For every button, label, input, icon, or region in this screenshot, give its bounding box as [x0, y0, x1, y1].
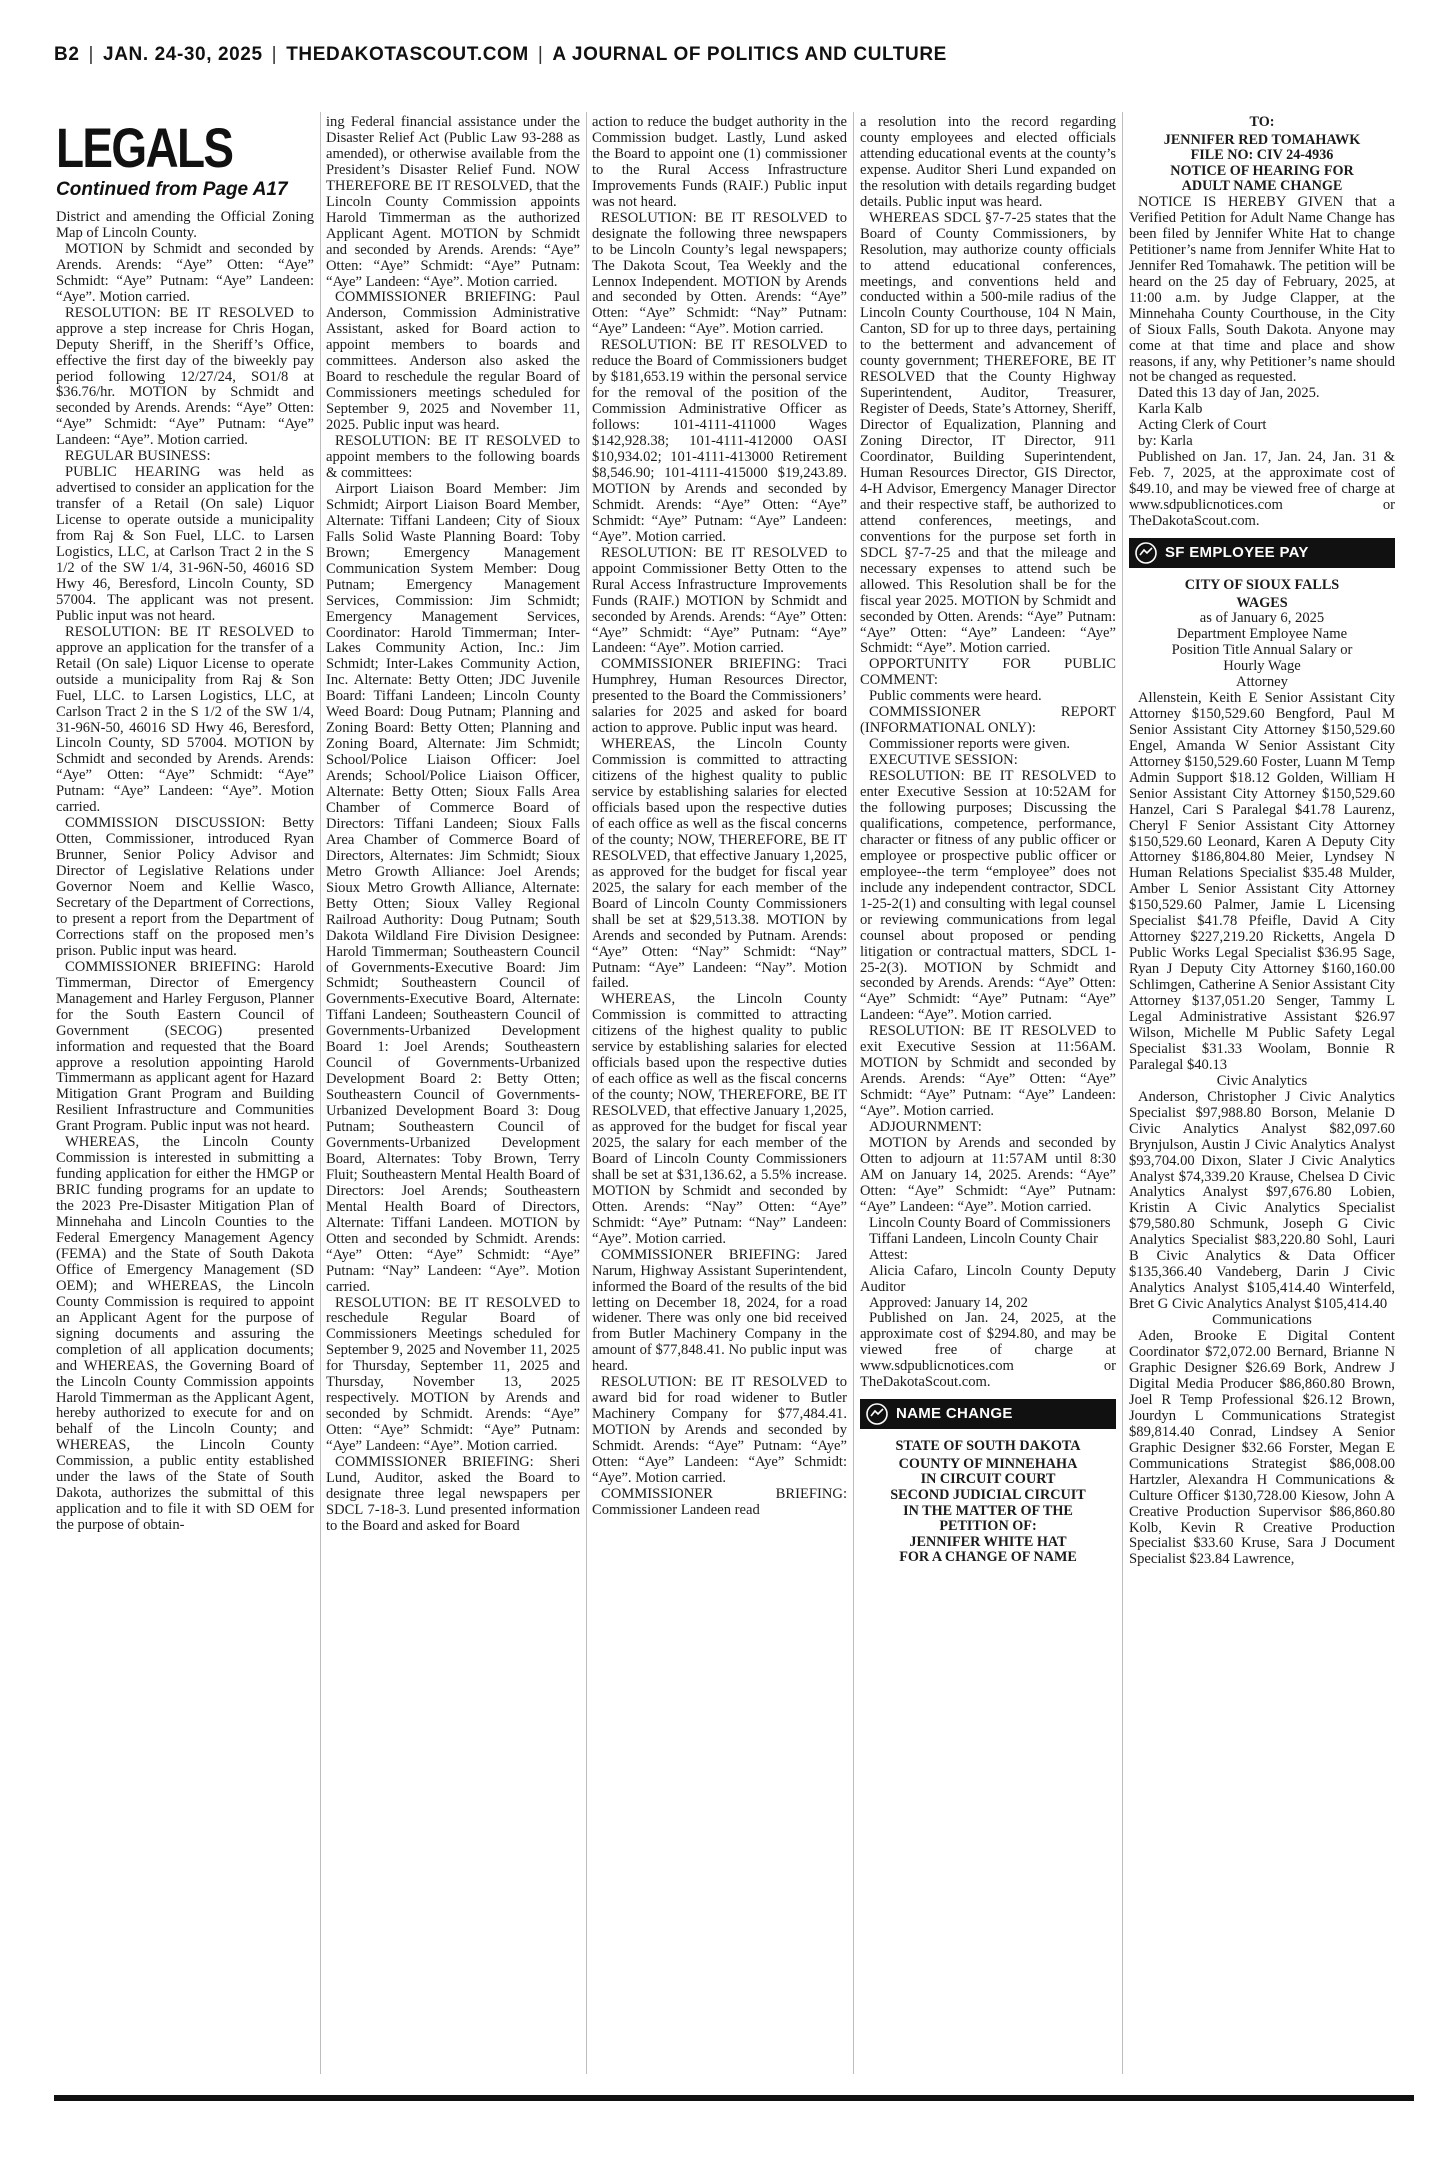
- banner-label: NAME CHANGE: [896, 1405, 1013, 1423]
- legal-paragraph: RESOLUTION: BE IT RESOLVED to approve an application for the transfer of a Retail (On sale) Liquor License to operate outside a municipality from Raj & Son Fuel, LLC. to Larsen Logistics, LLC, at Carlson Tract 2 in the S 1/2 of the SW 1/4, 31-96N-50, 46016 SD Hwy 46, Beresford, Lincoln County, SD 57004. MOTION by Schmidt and seconded by Arends. Arends: “Aye” Otten: “Aye” Schmidt: “Aye” Putnam: “Aye” Landeen: “Aye”. Motion carried.: [56, 623, 314, 816]
- notice-heading: SECOND JUDICIAL CIRCUIT: [890, 1487, 1086, 1504]
- legal-paragraph: COMMISSIONER REPORT (INFORMATIONAL ONLY):: [860, 704, 1116, 737]
- wage-list: Allenstein, Keith E Senior Assistant City Attorney $150,529.60 Bengford, Paul M Senior Assistant City Attorney $150,529.60 Engel, Amanda W Senior Assistant City Attorney $150,529.60 Foster, Luann M Temp Admin Support $18.12 Golden, William H Senior Assistant City Attorney $150,529.60 Hanzel, Cari S Paralegal $41.78 Laurenz, Cheryl F Senior Assistant City Attorney $150,529.60 Leonard, Karen A Deputy City Attorney $186,804.80 Meier, Lyndsey N Human Relations Specialist $35.48 Mulder, Amber L Senior Assistant City Attorney $150,529.60 Palmer, Jamie L Licensing Specialist $41.78 Pfeifle, David A City Attorney $227,219.20 Ricketts, Angela D Public Works Legal Specialist $36.95 Sage, Ryan J Deputy City Attorney $160,160.00 Schlimgen, Catherine A Senior Assistant City Attorney $137,051.20 Senger, Tammy L Legal Administrative Assistant $26.97 Wilson, Michelle M Public Safety Legal Specialist $31.33 Woolam, Bonnie R Paralegal $40.13: [1129, 689, 1395, 1073]
- notice-heading: FOR A CHANGE OF NAME: [899, 1549, 1077, 1566]
- employee-pay-banner: [1129, 538, 1395, 568]
- legal-paragraph: RESOLUTION: BE IT RESOLVED to award bid for road widener to Butler Machinery Company for $77,484.41. MOTION by Arends and seconded by Schmidt. Arends: “Aye” Putnam: “Aye” Otten: “Aye” Landeen: “Aye” Schmidt: “Aye”. Motion carried.: [592, 1374, 847, 1487]
- legal-paragraph: Attest:: [869, 1246, 908, 1263]
- legal-paragraph: WHEREAS, the Lincoln County Commission is committed to attracting citizens of the highest quality to public service by establishing salaries for elected officials based upon the respective duties of each office as well as the fiscal concerns of the county; NOW, THEREFORE, BE IT RESOLVED, that effective January 1,2025, as approved for the budget for fiscal year 2025, the salary for each member of the Board of Lincoln County Commissioners shall be set at $29,513.38. MOTION by Arends and seconded by Putnam. Arends: “Aye” Otten: “Nay” Schmidt: “Nay” Putnam: “Aye” Landeen: “Nay”. Motion failed.: [592, 736, 847, 992]
- legal-paragraph: RESOLUTION: BE IT RESOLVED to exit Executive Session at 11:56AM. MOTION by Schmidt and seconded by Arends. Arends: “Aye” Otten: “Aye” Schmidt: “Aye” Putnam: “Aye” Landeen: “Aye”. Motion carried.: [860, 1023, 1116, 1120]
- department-heading: Civic Analytics: [1216, 1072, 1308, 1089]
- masthead-separator: |: [271, 44, 278, 65]
- legal-paragraph: WHEREAS, the Lincoln County Commission is interested in submitting a funding application for either the HMGP or BRIC funding programs for an update to the 2023 Pre-Disaster Mitigation Plan of Minnehaha and Lincoln Counties to the Federal Emergency Management Agency (FEMA) and the State of South Dakota Office of Emergency Management (SD OEM); and WHEREAS, the Lincoln County Commission is required to appoint an Applicant Agent for the purpose of signing documents and assuring the completion of all application documents; and WHEREAS, the Governing Board of the Lincoln County Commission appoints Harold Timmerman as the Applicant Agent, hereby authorized to execute for and on behalf of the Lincoln County; and WHEREAS, the Lincoln County Commission, a public entity established under the laws of the State of South Dakota, authorizes the submittal of this application and to file it with SD OEM for the purpose of obtain-: [56, 1134, 314, 1534]
- notice-heading: TO:: [1249, 115, 1275, 130]
- legal-paragraph: Public comments were heard.: [869, 688, 1042, 705]
- department-heading: Attorney: [1236, 673, 1288, 690]
- banner-label: SF EMPLOYEE PAY: [1165, 544, 1309, 561]
- legal-paragraph: OPPORTUNITY FOR PUBLIC COMMENT:: [860, 656, 1116, 689]
- notice-heading: WAGES: [1236, 594, 1288, 611]
- page-bottom-rule: [54, 2095, 1414, 2101]
- legal-paragraph: EXECUTIVE SESSION:: [869, 752, 1018, 769]
- column-divider: [853, 112, 854, 2074]
- legal-paragraph: NOTICE IS HEREBY GIVEN that a Verified Petition for Adult Name Change has been filed by Jennifer White Hat to change Petitioner’s name from Jennifer White Hat to Jennifer Red Tomahawk. The petition will be heard on the 25 day of February, 2025, at 11:00 a.m. by Judge Clapper, at the Minnehaha County Courthouse, in the City of Sioux Falls, South Dakota. Anyone may come at that time and place and show reasons, if any, why Petitioner’s name should not be changed as requested.: [1129, 193, 1395, 386]
- page-number: B2: [54, 44, 80, 65]
- column-divider: [1122, 112, 1123, 2074]
- legal-paragraph: RESOLUTION: BE IT RESOLVED to appoint Commissioner Betty Otten to the Rural Access Infrastructure Improvements Funds (RAIF.) MOTION by Schmidt and seconded by Arends. Arends: “Aye” Otten: “Aye” Schmidt: “Aye” Putnam: “Aye” Landeen: “Aye”. Motion carried.: [592, 544, 847, 657]
- notice-heading: JENNIFER WHITE HAT: [909, 1533, 1067, 1550]
- notice-heading: JENNIFER RED TOMAHAWK: [1163, 131, 1361, 148]
- legal-paragraph: COMMISSIONER BRIEFING: Traci Humphrey, Human Resources Director, presented to the Board the Commissioners’ salaries for 2025 and asked for board action to approve. Public input was heard.: [592, 656, 847, 737]
- notice-heading: FILE NO: CIV 24-4936: [1190, 147, 1334, 164]
- table-caption: Hourly Wage: [1223, 658, 1301, 675]
- continued-note: Continued from Page A17: [56, 179, 288, 200]
- notice-heading: IN THE MATTER OF THE: [903, 1502, 1073, 1519]
- legal-paragraph: Published on Jan. 17, Jan. 24, Jan. 31 & Feb. 7, 2025, at the approximate cost of $49.10, and may be viewed free of charge at www.sdpublicnotices.com or TheDakotaScout.com.: [1129, 449, 1395, 530]
- legal-paragraph: COMMISSIONER BRIEFING: Sheri Lund, Auditor, asked the Board to designate three legal newspapers per SDCL 7-18-3. Lund presented information to the Board and asked for Board: [326, 1454, 580, 1534]
- notice-heading: STATE OF SOUTH DAKOTA: [895, 1438, 1081, 1455]
- legal-paragraph: MOTION by Arends and seconded by Otten to adjourn at 11:57AM until 8:30 AM on January 14, 2025. Arends: “Aye” Otten: “Aye” Schmidt: “Aye” Putnam: “Aye” Landeen: “Aye”. Motion carried.: [860, 1135, 1116, 1215]
- notice-heading: ADULT NAME CHANGE: [1181, 178, 1343, 195]
- table-caption: Position Title Annual Salary or: [1171, 642, 1353, 659]
- column-5: [1129, 115, 1395, 2070]
- legal-paragraph: MOTION by Schmidt and seconded by Arends. Arends: “Aye” Otten: “Aye” Schmidt: “Aye” Putnam: “Aye” Landeen: “Aye”. Motion carried.: [56, 240, 314, 305]
- legal-paragraph: Dated this 13 day of Jan, 2025.: [1138, 385, 1320, 402]
- notice-heading: NOTICE OF HEARING FOR: [1170, 162, 1354, 179]
- legal-paragraph: Lincoln County Board of Commissioners: [869, 1214, 1111, 1231]
- legal-paragraph: Tiffani Landeen, Lincoln County Chair: [869, 1230, 1099, 1247]
- legal-paragraph: COMMISSIONER BRIEFING: Harold Timmerman, Director of Emergency Management and Harley Ferguson, Planner for the South Eastern Council of Government (SECOG) presented information and requested that the Board approve a resolution appointing Harold Timmermann as applicant agent for Hazard Mitigation Grant Program and Building Resilient Infrastructure and Communities Grant Program. Public input was not heard.: [56, 958, 314, 1135]
- column-divider: [586, 112, 587, 2074]
- table-caption: as of January 6, 2025: [1199, 610, 1325, 627]
- legal-paragraph: action to reduce the budget authority in the Commission budget. Lastly, Lund asked the Board to appoint one (1) commissioner to the Rural Access Infrastructure Improvements Funds (RAIF.) Public input was not heard.: [592, 115, 847, 210]
- notice-heading: COUNTY OF MINNEHAHA: [898, 1455, 1078, 1472]
- legal-paragraph: RESOLUTION: BE IT RESOLVED to reduce the Board of Commissioners budget by $181,653.19 within the personal service for the removal of the position of the Commission Administrative Officer as follows: 101-4111-411000 Wages $142,928.38; 101-4111-412000 OASI $10,934.02; 101-4111-413000 Retirement $8,546.90; 101-4111-415000 $19,243.89. MOTION by Arends and seconded by Schmidt. Arends: “Aye” Otten: “Aye” Schmidt: “Aye” Putnam: “Aye” Landeen: “Aye”. Motion carried.: [592, 337, 847, 545]
- masthead-separator: |: [88, 44, 95, 65]
- column-divider: [320, 112, 321, 2074]
- column-1: [56, 210, 314, 2070]
- column-2: [326, 115, 580, 2070]
- site-name: THEDAKOTASCOUT.COM: [286, 44, 529, 65]
- masthead-separator: |: [537, 44, 544, 65]
- legal-paragraph: RESOLUTION: BE IT RESOLVED to appoint members to the following boards & committees:: [326, 433, 580, 481]
- column-4: [860, 115, 1116, 2070]
- column-3: [592, 115, 847, 2070]
- legal-paragraph: COMMISSIONER BRIEFING: Commissioner Landeen read: [592, 1485, 847, 1518]
- legal-paragraph: COMMISSIONER BRIEFING: Paul Anderson, Commission Administrative Assistant, asked for Board action to appoint members to boards and committees. Anderson also asked the Board to reschedule the regular Board of Commissioners meetings scheduled for September 9, 2025 and November 11, 2025. Public input was heard.: [326, 289, 580, 434]
- notice-heading: IN CIRCUIT COURT: [920, 1471, 1056, 1488]
- notice-heading: CITY OF SIOUX FALLS: [1184, 576, 1340, 593]
- legal-paragraph: Airport Liaison Board Member: Jim Schmidt; Airport Liaison Board Member, Alternate: Tiffani Landeen; City of Sioux Falls Solid Waste Planning Board: Toby Brown; Emergency Management Communication System Member: Doug Putnam; Emergency Management Services, Commission: Jim Schmidt; Emergency Management Services, Coordinator: Harold Timmerman; Inter-Lakes Community Action, Inc.: Jim Schmidt; Inter-Lakes Community Action, Inc. Alternate: Betty Otten; JDC Juvenile Board: Tiffani Landeen; Lincoln County Weed Board: Doug Putnam; Planning and Zoning Board: Betty Otten; Planning and Zoning Board, Alternate: Jim Schmidt; School/Police Liaison Officer: Joel Arends; School/Police Liaison Officer, Alternate: Betty Otten; Sioux Falls Area Chamber of Commerce Board of Directors: Tiffani Landeen; Sioux Falls Area Chamber of Commerce Board of Directors, Alternates: Jim Schmidt; Sioux Metro Growth Alliance: Joel Arends; Sioux Metro Growth Alliance, Alternate: Betty Otten; Sioux Valley Regional Railroad Authority: Doug Putnam; South Dakota Wildland Fire Division Designee: Harold Timmerman; Southeastern Council of Governments-Executive Board: Jim Schmidt; Southeastern Council of Governments-Executive Board, Alternate: Tiffani Landeen; Southeastern Council of Governments-Urbanized Development Board 1: Joel Arends; Southeastern Council of Governments-Urbanized Development Board 2: Betty Otten; Southeastern Council of Governments-Urbanized Development Board 3: Doug Putnam; Southeastern Council of Governments-Urbanized Development Board, Alternates: Toby Brown, Terry Fluit; Southeastern Mental Health Board of Directors: Joel Arends; Southeastern Mental Health Board of Directors, Alternate: Tiffani Landeen. MOTION by Otten and seconded by Schmidt. Arends: “Aye” Otten: “Aye” Schmidt: “Aye” Putnam: “Nay” Landeen: “Aye”. Motion carried.: [326, 480, 580, 1295]
- legal-paragraph: Karla Kalb: [1138, 401, 1203, 418]
- notice-heading: PETITION OF:: [939, 1518, 1037, 1535]
- legal-paragraph: RESOLUTION: BE IT RESOLVED to enter Executive Session at 10:52AM for the following purposes; Discussing the qualifications, competence, performance, character or fitness of any public officer or employee or prospective public officer or employee--the term “employee” does not include any independent contractor, SDCL 1-25-2(1) and consulting with legal counsel or reviewing communications from legal counsel about proposed or pending litigation or contractual matters, SDCL 1-25-2(3). MOTION by Schmidt and seconded by Arends. Arends: “Aye” Otten: “Aye” Schmidt: “Aye” Putnam: “Aye” Landeen: “Aye”. Motion carried.: [860, 768, 1116, 1024]
- tagline: A JOURNAL OF POLITICS AND CULTURE: [552, 44, 947, 65]
- legal-paragraph: WHEREAS, the Lincoln County Commission is committed to attracting citizens of the highest quality to public service by establishing salaries for elected officials based upon the respective duties of each office as well as the fiscal concerns of the county; NOW, THEREFORE, BE IT RESOLVED, that effective January 1,2025, as approved for the budget for fiscal year 2025, the salary for each member of the Board of Lincoln County Commissioners shall be set at $31,136.62, a 5.5% increase. MOTION by Schmidt and seconded by Otten. Arends: “Nay” Otten: “Aye” Schmidt: “Aye” Putnam: “Nay” Landeen: “Aye”. Motion carried.: [592, 991, 847, 1247]
- legal-paragraph: WHEREAS SDCL §7-7-25 states that the Board of County Commissioners, by Resolution, may authorize county officials to attend educational conferences, meetings, and conventions held and conducted within a 500-mile radius of the Lincoln County Courthouse, 104 N Main, Canton, SD for up to three days, pertaining to the betterment and advancement of county government; THEREFORE, BE IT RESOLVED that the County Highway Superintendent, Auditor, Treasurer, Register of Deeds, State’s Attorney, Sheriff, Director of Equalization, Planning and Zoning Director, IT Director, 911 Coordinator, Building Superintendent, Human Resources Director, GIS Director, 4-H Advisor, Emergency Manager Director and their respective staff, be authorized to attend conferences, meetings, and conventions for the purpose set forth in SDCL §7-7-25 and that the mileage and necessary expenses to attend such be allowed. This Resolution shall be for the fiscal year 2025. MOTION by Schmidt and seconded by Otten. Arends: “Aye” Putnam: “Aye” Otten: “Aye” Landeen: “Aye” Schmidt: “Aye”. Motion carried.: [860, 209, 1116, 657]
- department-heading: Communications: [1212, 1312, 1312, 1329]
- legal-paragraph: Published on Jan. 24, 2025, at the approximate cost of $294.80, and may be viewed free of charge at www.sdpublicnotices.com or TheDakotaScout.com.: [860, 1310, 1116, 1391]
- dakota-scout-logo-icon: [865, 1402, 889, 1426]
- legal-paragraph: COMMISSIONER BRIEFING: Jared Narum, Highway Assistant Superintendent, informed the Board of the results of the bid letting on December 18, 2024, for a road widener. There was only one bid received from Butler Machinery Company in the amount of $77,848.41. No public input was heard.: [592, 1246, 847, 1375]
- legal-paragraph: COMMISSION DISCUSSION: Betty Otten, Commissioner, introduced Ryan Brunner, Senior Policy Advisor and Director of Legislative Relations under Governor Noem and Kellie Wasco, Secretary of the Department of Corrections, to present a report from the Department of Corrections staff on the proposed men’s prison. Public input was heard.: [56, 815, 314, 959]
- legal-paragraph: ing Federal financial assistance under the Disaster Relief Act (Public Law 93-288 as amended), or otherwise available from the President’s Disaster Relief Fund. NOW THEREFORE BE IT RESOLVED, that the Lincoln County Commission appoints Harold Timmerman as the authorized Applicant Agent. MOTION by Schmidt and seconded by Arends. Arends: “Aye” Otten: “Aye” Schmidt: “Aye” Putnam: “Aye” Landeen: “Aye”. Motion carried.: [326, 115, 580, 290]
- section-header: [56, 118, 316, 210]
- legal-paragraph: a resolution into the record regarding county employees and elected officials attending educational events at the county’s expense. Auditor Sheri Lund expanded on the resolution with details regarding budget details. Public input was heard.: [860, 115, 1116, 210]
- legal-paragraph: Approved: January 14, 202: [869, 1294, 1028, 1311]
- legal-paragraph: REGULAR BUSINESS:: [65, 448, 211, 465]
- legal-paragraph: by: Karla: [1138, 433, 1193, 450]
- wage-list: Anderson, Christopher J Civic Analytics Specialist $97,988.80 Borson, Melanie D Civic Analytics Analyst $82,097.60 Brynjulson, Austin J Civic Analytics Analyst $93,704.00 Dixon, Slater J Civic Analytics Analyst $74,339.20 Krause, Chelsea D Civic Analytics Analyst $97,676.80 Lobien, Kristin A Civic Analytics Specialist $79,580.80 Schmunk, Joseph G Civic Analytics Specialist $83,220.80 Sohl, Lauri B Civic Analytics & Data Officer $135,366.40 Vandeberg, Darin J Civic Analytics Analyst $105,414.40 Winterfeld, Bret G Civic Analytics Analyst $105,414.40: [1129, 1088, 1395, 1313]
- legal-paragraph: RESOLUTION: BE IT RESOLVED to approve a step increase for Chris Hogan, Deputy Sheriff, in the Sheriff’s Office, effective the first day of the biweekly pay period following 12/27/24, SO1/8 at $36.76/hr. MOTION by Schmidt and seconded by Arends. Arends: “Aye” Otten: “Aye” Schmidt: “Aye” Putnam: “Aye” Landeen: “Aye”. Motion carried.: [56, 304, 314, 449]
- masthead: [54, 44, 1414, 78]
- legal-paragraph: ADJOURNMENT:: [869, 1119, 982, 1136]
- legal-paragraph: PUBLIC HEARING was held as advertised to consider an application for the transfer of a Retail (On sale) Liquor License to operate outside a municipality from Raj & Son Fuel, LLC. to Larsen Logistics, LLC, at Carlson Tract 2 in the S 1/2 of the SW 1/4, 31-96N-50, 46016 SD Hwy 46, Beresford, Lincoln County, SD 57004. The applicant was not present. Public input was not heard.: [56, 464, 314, 624]
- dakota-scout-logo-icon: [1134, 541, 1158, 565]
- wage-list: Aden, Brooke E Digital Content Coordinator $72,072.00 Bernard, Brianne N Graphic Designer $26.69 Bork, Andrew J Digital Media Producer $86,860.80 Brown, Joel R Temp Professional $26.12 Brown, Jourdyn L Communications Strategist $89,814.40 Conrad, Lindsey A Senior Graphic Designer $32.66 Forster, Megan E Communications Strategist $86,008.00 Hartzler, Alexandra H Communications & Culture Officer $130,728.00 Kiesow, John A Creative Production Supervisor $86,860.80 Kolb, Kevin R Creative Production Specialist $33.60 Kruse, Sara J Document Specialist $23.84 Lawrence,: [1129, 1328, 1395, 1568]
- legal-paragraph: Commissioner reports were given.: [869, 736, 1071, 753]
- legal-paragraph: Alicia Cafaro, Lincoln County Deputy Auditor: [860, 1262, 1116, 1295]
- legal-paragraph: Acting Clerk of Court: [1138, 417, 1267, 434]
- section-title: LEGALS: [56, 116, 233, 179]
- legal-paragraph: RESOLUTION: BE IT RESOLVED to designate the following three newspapers to be Lincoln County’s legal newspapers; The Dakota Scout, Tea Weekly and the Lennox Independent. MOTION by Arends and seconded by Otten. Arends: “Aye” Otten: “Aye” Schmidt: “Nay” Putnam: “Aye” Landeen: “Aye”. Motion carried.: [592, 209, 847, 338]
- legal-paragraph: District and amending the Official Zoning Map of Lincoln County.: [56, 210, 314, 241]
- legal-paragraph: RESOLUTION: BE IT RESOLVED to reschedule Regular Board of Commissioners Meetings scheduled for September 9, 2025 and November 11, 2025 for Thursday, September 11, 2025 and Thursday, November 13, 2025 respectively. MOTION by Arends and seconded by Schmidt. Arends: “Aye” Otten: “Aye” Schmidt: “Aye” Putnam: “Aye” Landeen: “Aye”. Motion carried.: [326, 1294, 580, 1455]
- issue-date: JAN. 24-30, 2025: [103, 44, 263, 65]
- name-change-banner: [860, 1399, 1116, 1429]
- table-caption: Department Employee Name: [1176, 626, 1348, 643]
